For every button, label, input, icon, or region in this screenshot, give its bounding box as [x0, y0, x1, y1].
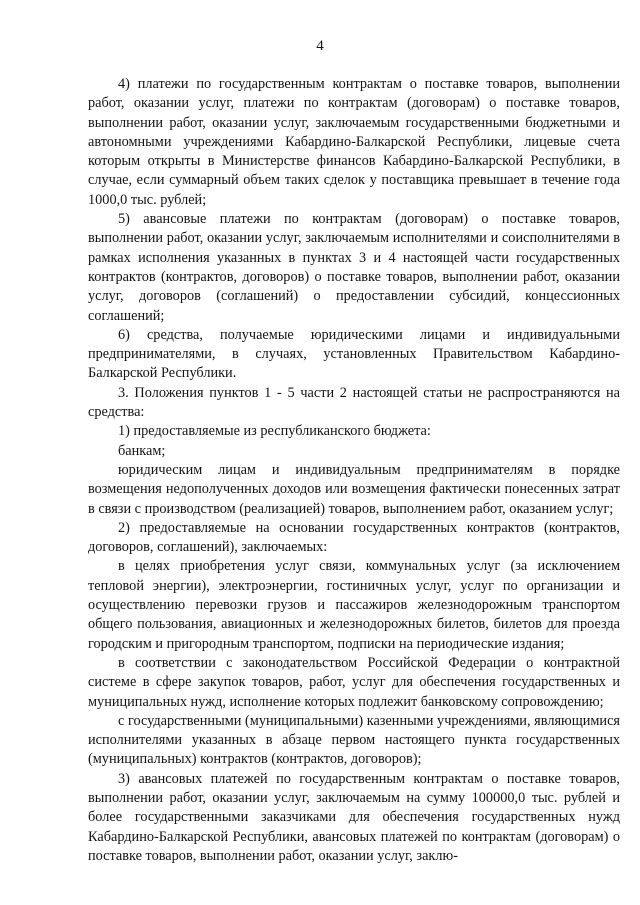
page-number: 4: [316, 38, 324, 54]
document-body: [88, 75, 620, 866]
paragraph-subitem-2-contracts: 2) предоставляемые на основании государственных контрактов (контрактов, договоров, соглашений), заключаемых:: [88, 519, 620, 556]
paragraph-item-5-advance-payments: 5) авансовые платежи по контрактам (договорам) о поставке товаров, выполнении работ, оказании услуг, заключаемым исполнителями и соисполнителями в рамках исполнения указанных в пунктах 3 и 4 настоящей части государственных контрактов (контрактов, договоров) о поставке товаров, выполнении работ, оказании услуг, договоров (соглашений) о предоставлении субсидий, концессионных соглашений;: [88, 211, 620, 324]
paragraph-subitem-1-republican-budget: 1) предоставляемые из республиканского бюджета:: [118, 423, 431, 440]
paragraph-item-6-funds: 6) средства, получаемые юридическими лицами и индивидуальными предпринимателями, в случаях, установленных Правительством Кабардино-Балкарской Республики.: [88, 326, 620, 382]
paragraph-state-institutions: с государственными (муниципальными) казенными учреждениями, являющимися исполнителями указанных в абзаце первом настоящего пункта государственных (муниципальных) контрактов (контрактов, договоров);: [88, 712, 620, 768]
paragraph-banks: банкам;: [118, 442, 166, 459]
paragraph-contract-system: в соответствии с законодательством Российской Федерации о контрактной системе в сфере закупок товаров, работ, услуг для обеспечения государственных и муниципальных нужд, исполнение которых подлежит банковскому сопровождению;: [88, 654, 620, 710]
paragraph-part-3-provisions: 3. Положения пунктов 1 - 5 части 2 настоящей статьи не распространяются на средства:: [88, 384, 620, 421]
paragraph-communication-services: в целях приобретения услуг связи, коммунальных услуг (за исключением тепловой энергии), электроэнергии, гостиничных услуг, услуг по организации и осуществлению перевозки грузов и пассажиров железнодорожным транспортом общего пользования, авиационных и железнодорожных билетов, билетов для проезда городским и пригородным транспортом, подписки на периодические издания;: [88, 558, 620, 652]
paragraph-legal-entities: юридическим лицам и индивидуальным предпринимателям в порядке возмещения недополученных доходов или возмещения фактически понесенных затрат в связи с производством (реализацией) товаров, выполнением работ, оказанием услуг;: [88, 461, 620, 517]
paragraph-subitem-3-advance-payments: 3) авансовых платежей по государственным контрактам о поставке товаров, выполнении работ, оказании услуг, заключаемым на сумму 100000,0 тыс. рублей и более государственными заказчиками для обеспечения государственных нужд Кабардино-Балкарской Республики, авансовых платежей по контрактам (договорам) о поставке товаров, выполнении работ, оказании услуг, заклю-: [88, 770, 620, 864]
paragraph-item-4-payments: 4) платежи по государственным контрактам о поставке товаров, выполнении работ, оказании услуг, платежи по контрактам (договорам) о поставке товаров, выполнении работ, оказании услуг, заключаемым государственными бюджетными и автономными учреждениями Кабардино-Балкарской Республики, лицевые счета которым открыты в Министерстве финансов Кабардино-Балкарской Республики, в случае, если суммарный объем таких сделок у поставщика превышает в течение года 1000,0 тыс. рублей;: [88, 76, 620, 208]
